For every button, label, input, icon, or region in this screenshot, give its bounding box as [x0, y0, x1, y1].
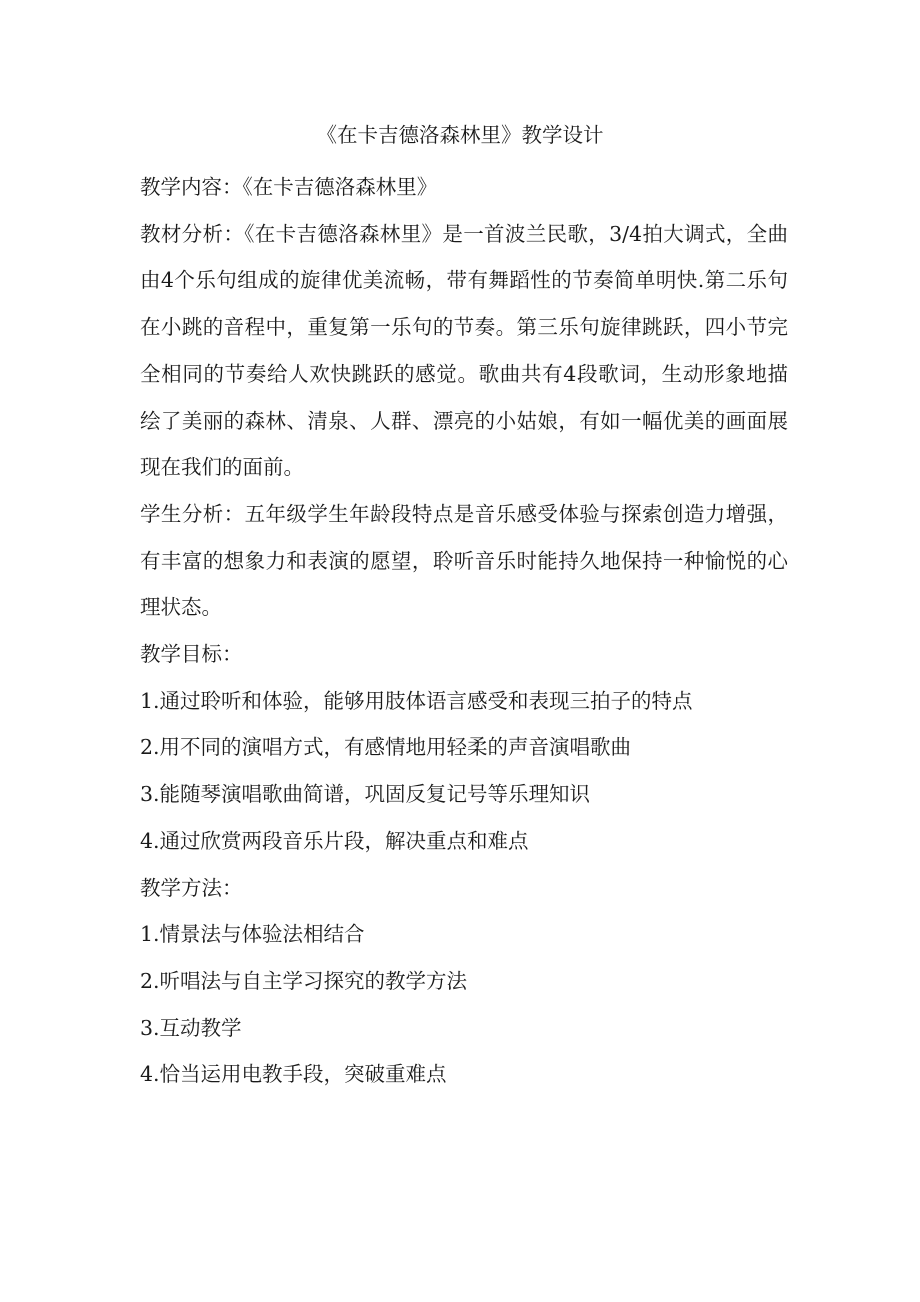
method-item: 4.恰当运用电教手段，突破重难点 — [140, 1062, 447, 1087]
goal-item: 4.通过欣赏两段音乐片段，解决重点和难点 — [140, 828, 529, 853]
document-title: 《在卡吉德洛森林里》教学设计 — [316, 123, 604, 147]
goal-item: 1.通过聆听和体验，能够用肢体语言感受和表现三拍子的特点 — [140, 688, 693, 713]
teaching-content: 教学内容：《在卡吉德洛森林里》 — [140, 175, 438, 199]
goals-heading: 教学目标： — [140, 642, 243, 667]
method-item: 3.互动教学 — [140, 1015, 242, 1040]
material-analysis: 教材分析：《在卡吉德洛森林里》是一首波兰民歌，3/4拍大调式，全曲由4个乐句组成的旋律优美流畅，带有舞蹈性的节奏简单明快.第二乐句在小跳的音程中，重复第一乐句的节奏。第三乐句旋律跳跃，四小节完全相同的节奏给人欢快跳跃的感觉。歌曲共有4段歌词，生动形象地描绘了美丽的森林、清泉、人群、漂亮的小姑娘，有如一幅优美的画面展现在我们的面前。 — [140, 221, 788, 480]
method-item: 2.听唱法与自主学习探究的教学方法 — [140, 968, 468, 993]
student-analysis: 学生分析：五年级学生年龄段特点是音乐感受体验与探索创造力增强，有丰富的想象力和表演的愿望，聆听音乐时能持久地保持一种愉悦的心理状态。 — [140, 501, 788, 620]
goal-item: 2.用不同的演唱方式，有感情地用轻柔的声音演唱歌曲 — [140, 735, 632, 760]
document-body — [140, 164, 788, 1098]
method-item: 1.情景法与体验法相结合 — [140, 922, 365, 947]
goal-item: 3.能随琴演唱歌曲简谱，巩固反复记号等乐理知识 — [140, 782, 591, 807]
methods-heading: 教学方法： — [140, 875, 243, 900]
